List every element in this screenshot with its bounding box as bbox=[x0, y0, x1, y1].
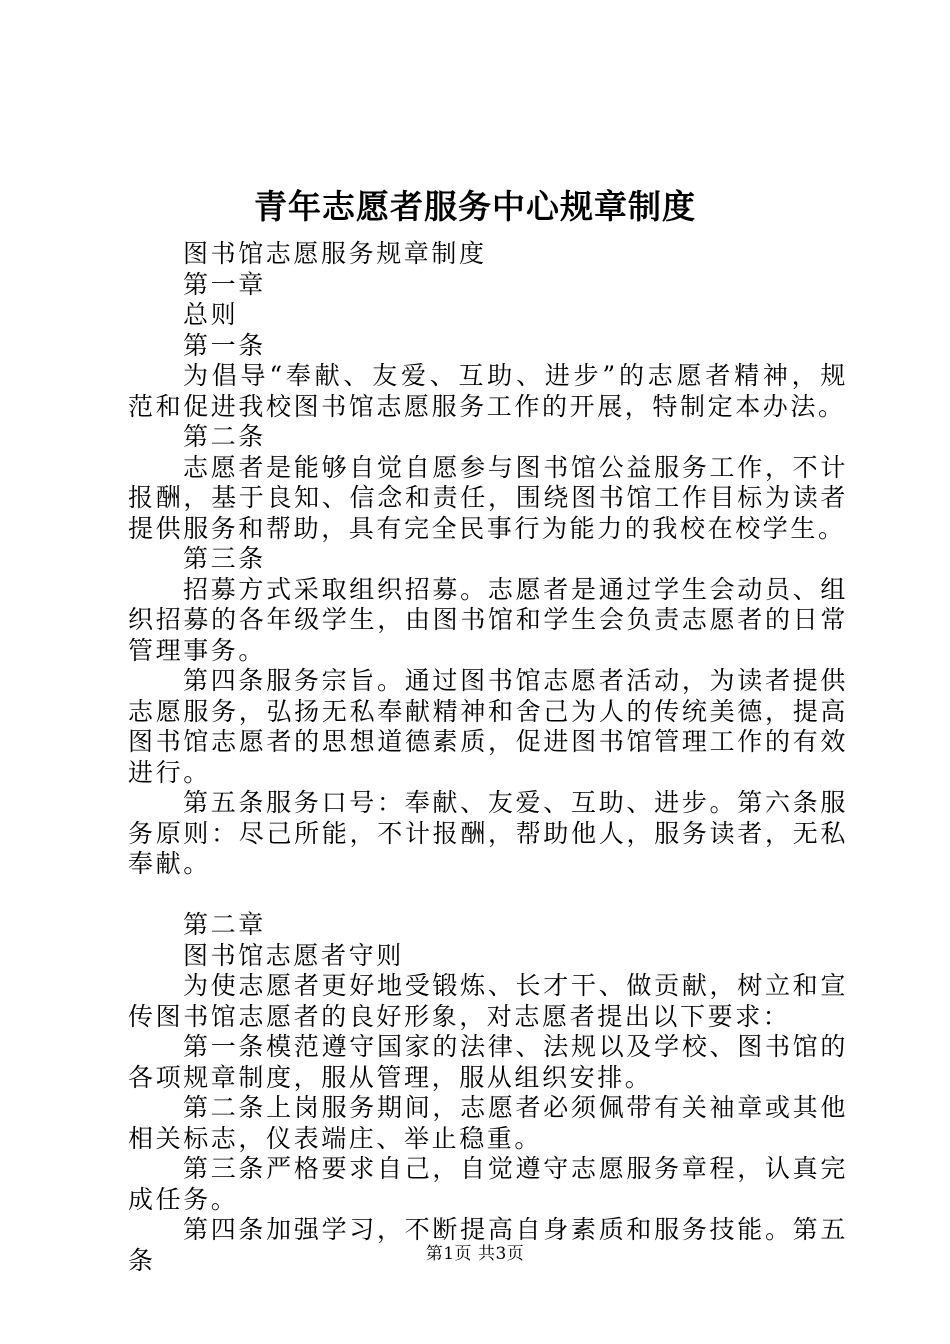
article-heading: 第二条 bbox=[183, 422, 266, 451]
section-heading: 图书馆志愿服务规章制度 bbox=[183, 239, 487, 268]
article-heading: 第一条 bbox=[183, 330, 266, 360]
page-number-footer: 第1页 共3页 bbox=[425, 1244, 525, 1264]
article-text: 第四条服务宗旨。通过图书馆志愿者活动，为读者提供志愿服务，弘扬无私奉献精神和舍己为人的传统美德，提高图书馆志愿者的思想道德素质，促进图书馆管理工作的有效进行。 bbox=[128, 666, 848, 787]
document-body bbox=[128, 239, 848, 1276]
article-heading: 第三条 bbox=[183, 544, 266, 573]
chapter-heading: 第二章 bbox=[183, 910, 266, 939]
article-text: 志愿者是能够自觉自愿参与图书馆公益服务工作，不计报酬，基于良知、信念和责任，围绕图书馆工作目标为读者提供服务和帮助，具有完全民事行为能力的我校在校学生。 bbox=[128, 452, 848, 543]
article-text: 第五条服务口号：奉献、友爱、互助、进步。第六条服务原则：尽己所能，不计报酬，帮助他人，服务读者，无私奉献。 bbox=[128, 788, 848, 878]
chapter-heading: 第一章 bbox=[183, 269, 266, 299]
document-title: 青年志愿者服务中心规章制度 bbox=[254, 187, 696, 226]
article-text: 第四条加强学习，不断提高自身素质和服务技能。第五条 bbox=[128, 1215, 848, 1275]
article-text: 第一条模范遵守国家的法律、法规以及学校、图书馆的各项规章制度，服从管理，服从组织安排。 bbox=[128, 1032, 848, 1092]
article-text: 第二条上岗服务期间，志愿者必须佩带有关袖章或其他相关标志，仪表端庄、举止稳重。 bbox=[128, 1093, 848, 1153]
article-text: 为倡导“奉献、友爱、互助、进步”的志愿者精神，规范和促进我校图书馆志愿服务工作的开展，特制定本办法。 bbox=[128, 361, 848, 421]
chapter-subtitle: 总则 bbox=[183, 300, 239, 329]
article-text: 招募方式采取组织招募。志愿者是通过学生会动员、组织招募的各年级学生，由图书馆和学生会负责志愿者的日常管理事务。 bbox=[128, 574, 848, 665]
chapter-subtitle: 图书馆志愿者守则 bbox=[183, 940, 404, 970]
paragraph-spacer bbox=[128, 880, 848, 911]
article-text: 为使志愿者更好地受锻炼、长才干、做贡献，树立和宣传图书馆志愿者的良好形象，对志愿者提出以下要求： bbox=[128, 971, 848, 1031]
article-text: 第三条严格要求自己，自觉遵守志愿服务章程，认真完成任务。 bbox=[128, 1154, 848, 1214]
